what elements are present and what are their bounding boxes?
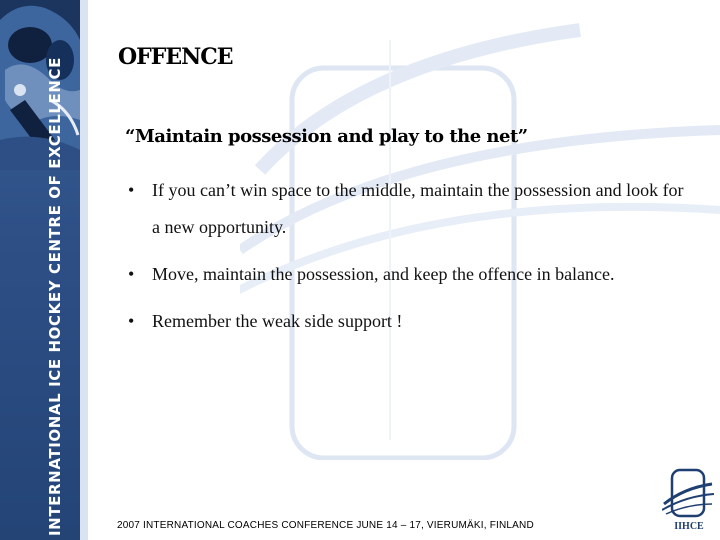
bullet-item [128,172,688,246]
sidebar-vertical-text: INTERNATIONAL ICE HOCKEY CENTRE OF EXCELLENCE [46,57,64,536]
logo-label: IIHCE [674,521,704,532]
bullet-item [128,256,688,293]
bullet-list [128,172,688,350]
bullet-text: If you can’t win space to the middle, maintain the possession and look for a new opportunity. [152,180,684,237]
footer-text: 2007 INTERNATIONAL COACHES CONFERENCE JUNE 14 – 17, VIERUMÄKI, FINLAND [117,520,534,531]
slide-quote: “Maintain possession and play to the net” [125,126,528,147]
slide-title: OFFENCE [118,44,233,70]
bullet-text: Remember the weak side support ! [152,311,403,331]
sidebar-stripe [80,0,88,540]
sidebar-banner [0,0,88,540]
bullet-icon: • [128,311,135,331]
hockey-players-photo [0,0,88,170]
bullet-icon: • [128,180,135,200]
bullet-icon: • [128,264,135,284]
bullet-item [128,303,688,340]
bullet-text: Move, maintain the possession, and keep the offence in balance. [152,264,615,284]
